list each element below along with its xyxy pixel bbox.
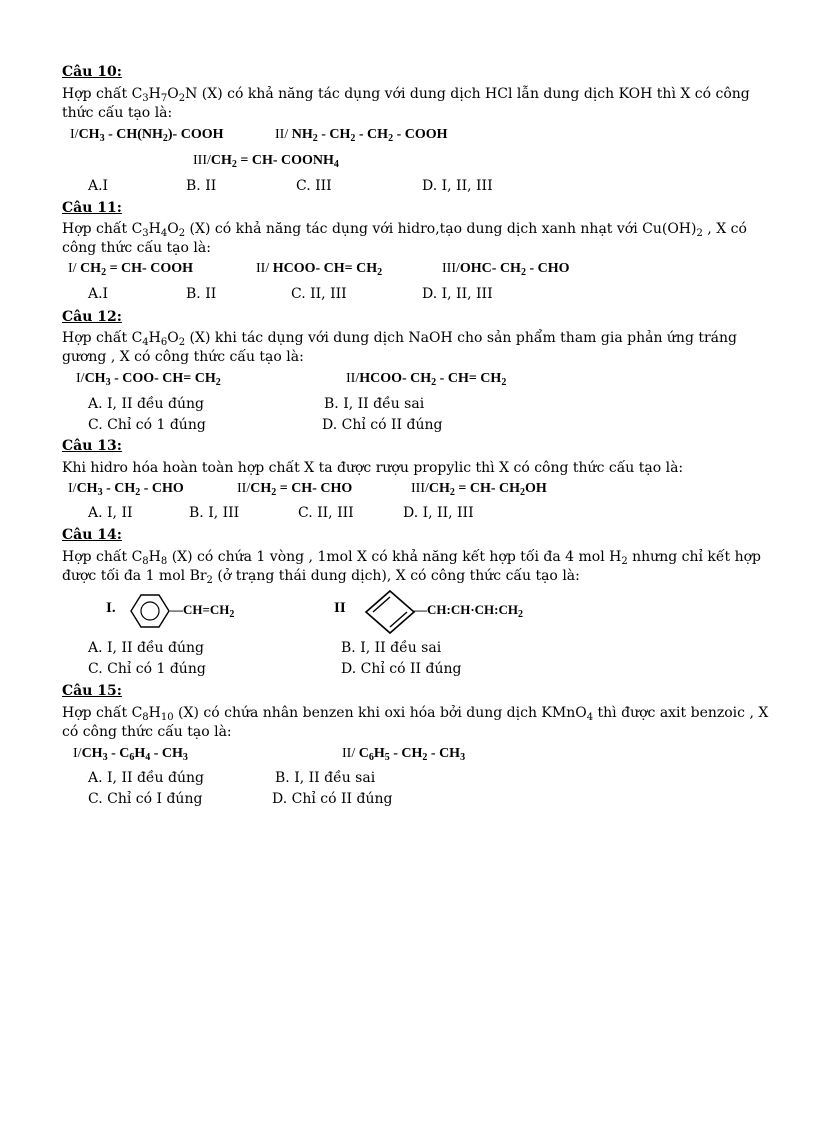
question-11-option-c[interactable]: C. II, III	[291, 286, 347, 302]
structure-1-chain: $—CH=CH_2$	[170, 602, 235, 620]
benzene-ring-icon	[130, 594, 172, 628]
question-13-option-a[interactable]: A. I, II	[88, 505, 133, 521]
question-12-label: Câu 12:	[62, 309, 122, 325]
question-14-option-d[interactable]: D. Chỉ có II đúng	[341, 661, 462, 677]
question-11-formula-1: I/ $CH_2 = CH-$ COOH	[68, 261, 193, 278]
question-15-formula-1: $I/CH_3 - C_6H_4 - CH_3$	[73, 746, 188, 763]
question-10-formula-2: II/ $NH_2 - CH_2 - CH_2$ - COOH	[275, 127, 448, 144]
question-13-formula-1: $I/CH_3 - CH_2$ - CHO	[68, 481, 184, 498]
question-14-option-c[interactable]: C. Chỉ có 1 đúng	[88, 661, 206, 677]
structure-2-chain: $—CH:CH\cdot CH:CH_2$	[414, 602, 523, 620]
question-15-option-b[interactable]: B. I, II đều sai	[275, 770, 376, 786]
question-12-formula-1: $I/CH_3 - COO-$ $CH= CH_2$	[76, 371, 221, 388]
question-14-label: Câu 14:	[62, 527, 122, 543]
question-15-label: Câu 15:	[62, 683, 122, 699]
question-12-option-b[interactable]: B. I, II đều sai	[324, 396, 425, 412]
question-10-formula-1: $I/CH_3 - CH(NH_2)-$ COOH	[70, 127, 224, 144]
question-13-formula-2: $II/CH_2 = CH-$ CHO	[237, 481, 353, 498]
question-13-stem: Khi hidro hóa hoàn toàn hợp chất X ta được rượu propylic thì X có công thức cấu tạo là:	[62, 460, 684, 476]
question-11-stem: Hợp chất $C_3H_4O_2$ (X) có khả năng tác dụng với hidro,tạo dung dịch xanh nhạt với $Cu(OH)_2$ , X có công thức cấu tạo là:	[62, 221, 747, 256]
question-13-option-c[interactable]: C. II, III	[298, 505, 354, 521]
question-12-stem: Hợp chất $C_4H_6O_2$ (X) khi tác dụng với dung dịch NaOH cho sản phẩm tham gia phản ứng tráng gương , X có công thức cấu tạo là:	[62, 330, 738, 365]
question-10-formula-3: III/$CH_2 = CH-$ $COONH_4$	[193, 153, 339, 170]
question-10-option-d[interactable]: D. I, II, III	[422, 178, 493, 194]
question-11-option-b[interactable]: B. II	[186, 286, 217, 302]
question-14-option-a[interactable]: A. I, II đều đúng	[88, 640, 204, 656]
question-10-stem: Hợp chất $C_3H_7O_2N$ (X) có khả năng tác dụng với dung dịch HCl lẫn dung dịch KOH thì X có công thức cấu tạo là:	[62, 86, 750, 121]
question-11-formula-2: II/ HCOO- $CH= CH_2$	[256, 261, 383, 278]
question-15-option-a[interactable]: A. I, II đều đúng	[88, 770, 204, 786]
question-10-label: Câu 10:	[62, 64, 122, 80]
question-13-label: Câu 13:	[62, 438, 122, 454]
question-14-stem: Hợp chất $C_8H_8$ (X) có chứa 1 vòng , 1mol X có khả năng kết hợp tối đa 4 mol $H_2$ nhưng chỉ kết hợp được tối đa 1 mol $Br_2$ (ở trạng thái dung dịch), X có công thức cấu tạo là:	[62, 549, 761, 586]
question-12-formula-2: II/HCOO- $CH_2 - CH= CH_2$	[346, 371, 507, 388]
question-15-formula-2: II/ $C_6H_5 - CH_2 - CH_3$	[342, 746, 466, 763]
question-10-option-c[interactable]: C. III	[296, 178, 332, 194]
question-15-option-c[interactable]: C. Chỉ có I đúng	[88, 791, 203, 807]
question-10-option-a[interactable]: A.I	[88, 178, 109, 194]
question-11-option-a[interactable]: A.I	[88, 286, 109, 302]
question-12-option-d[interactable]: D. Chỉ có II đúng	[322, 417, 443, 433]
question-11-option-d[interactable]: D. I, II, III	[422, 286, 493, 302]
cyclobutadiene-ring-icon	[364, 589, 416, 635]
structure-2-label: II	[334, 600, 346, 616]
question-12-option-a[interactable]: A. I, II đều đúng	[88, 396, 204, 412]
question-12-option-c[interactable]: C. Chỉ có 1 đúng	[88, 417, 206, 433]
question-11-formula-3: III/OHC- $CH_2$ - CHO	[442, 261, 570, 278]
structure-1-label: I.	[106, 600, 116, 616]
question-13-option-d[interactable]: D. I, II, III	[403, 505, 474, 521]
question-15-stem: Hợp chất $C_8H_{10}$ (X) có chứa nhân benzen khi oxi hóa bởi dung dịch KMnO$_4$ thì được axit benzoic , X có công thức cấu tạo là:	[62, 705, 769, 740]
question-15-option-d[interactable]: D. Chỉ có II đúng	[272, 791, 393, 807]
question-14-option-b[interactable]: B. I, II đều sai	[341, 640, 442, 656]
question-13-option-b[interactable]: B. I, III	[189, 505, 240, 521]
question-11-label: Câu 11:	[62, 200, 122, 216]
question-10-option-b[interactable]: B. II	[186, 178, 217, 194]
question-13-formula-3: III/$CH_2 = CH-$ $CH_2OH$	[411, 481, 547, 498]
